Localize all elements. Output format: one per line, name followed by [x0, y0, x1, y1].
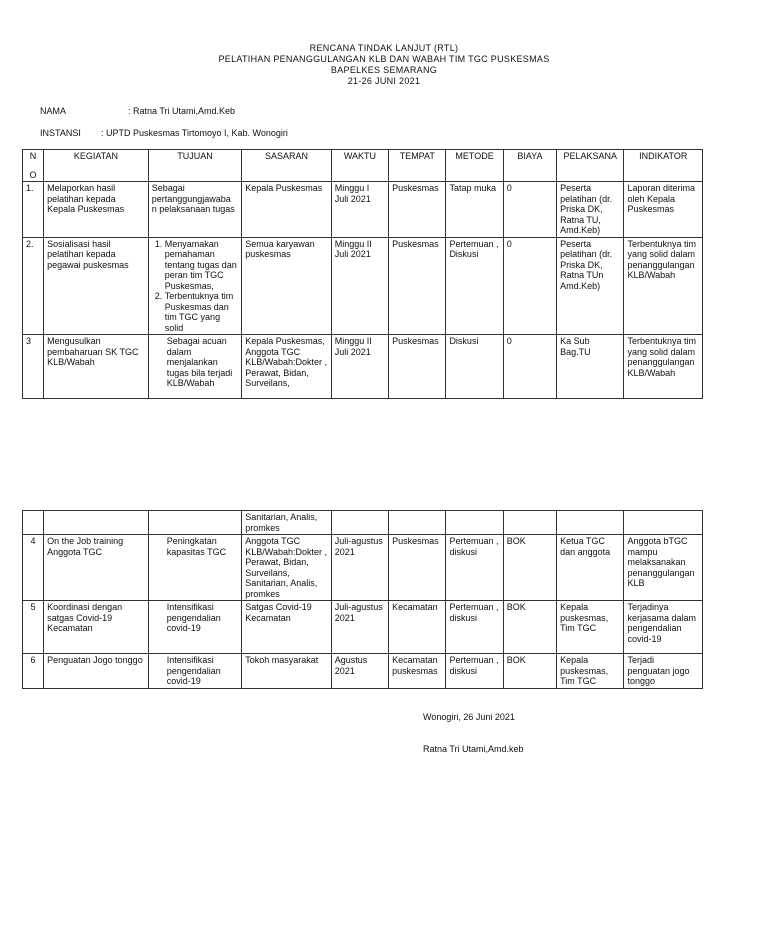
- cell-metode: Pertemuan , Diskusi: [446, 237, 503, 335]
- cell-kegiatan: Penguatan Jogo tonggo: [44, 654, 149, 689]
- cell-pelaksana: Peserta pelatihan (dr. Priska DK, Ratna TU, Amd.Keb): [557, 182, 624, 238]
- cell-no: 1.: [23, 182, 44, 238]
- cell-indikator: Anggota bTGC mampu melaksanakan penanggulangan KLB: [624, 535, 703, 601]
- cell-empty: [624, 511, 703, 535]
- cell-pelaksana: Peserta pelatihan (dr. Priska DK, Ratna TUn Amd.Keb): [557, 237, 624, 335]
- cell-sasaran: Kepala Puskesmas: [242, 182, 332, 238]
- cell-waktu: Minggu II Juli 2021: [331, 335, 388, 399]
- cell-tempat: Puskesmas: [389, 535, 446, 601]
- col-biaya: BIAYA: [503, 150, 556, 182]
- cell-waktu: Juli-agustus 2021: [331, 535, 388, 601]
- cell-sasaran: Semua karyawan puskesmas: [242, 237, 332, 335]
- signature-place-date: Wonogiri, 26 Juni 2021: [423, 712, 515, 722]
- cell-pelaksana: Kepala puskesmas, Tim TGC: [557, 601, 624, 654]
- cell-sasaran: Kepala Puskesmas, Anggota TGC KLB/Wabah:Dokter , Perawat, Bidan, Surveilans,: [242, 335, 332, 399]
- cell-tujuan: Sebagai pertanggungjawaba n pelaksanaan tugas: [148, 182, 242, 238]
- cell-pelaksana: Kepala puskesmas, Tim TGC: [557, 654, 624, 689]
- cell-tujuan: Intensifikasi pengendalian covid-19: [148, 654, 242, 689]
- col-pelaksana: PELAKSANA: [557, 150, 624, 182]
- cell-biaya: 0: [503, 335, 556, 399]
- cell-waktu: Minggu II Juli 2021: [331, 237, 388, 335]
- cell-no: 5: [23, 601, 44, 654]
- cell-metode: Pertemuan , diskusi: [446, 654, 503, 689]
- nama-value: : Ratna Tri Utami,Amd.Keb: [128, 106, 236, 116]
- signature-name: Ratna Tri Utami,Amd.keb: [423, 744, 524, 754]
- table-row: [23, 535, 703, 601]
- cell-biaya: BOK: [503, 601, 556, 654]
- cell-empty: [389, 511, 446, 535]
- cell-sasaran: Anggota TGC KLB/Wabah:Dokter , Perawat, Bidan, Surveilans, Sanitarian, Analis, promkes: [242, 535, 332, 601]
- cell-sasaran: Satgas Covid-19 Kecamatan: [242, 601, 332, 654]
- cell-tujuan: Sebagai acuan dalam menjalankan tugas bila terjadi KLB/Wabah: [148, 335, 242, 399]
- table-row: [23, 182, 703, 238]
- table-row-continuation: [23, 511, 703, 535]
- table-header-row: [23, 150, 703, 182]
- cell-biaya: 0: [503, 237, 556, 335]
- cell-biaya: 0: [503, 182, 556, 238]
- cell-kegiatan: On the Job training Anggota TGC: [44, 535, 149, 601]
- cell-tujuan: Intensifikasi pengendalian covid-19: [148, 601, 242, 654]
- col-waktu: WAKTU: [331, 150, 388, 182]
- cell-no: 6: [23, 654, 44, 689]
- document-title: RENCANA TINDAK LANJUT (RTL): [309, 43, 459, 53]
- cell-tempat: Puskesmas: [389, 335, 446, 399]
- col-no: [23, 150, 44, 182]
- col-sasaran: SASARAN: [242, 150, 332, 182]
- tujuan-list: [152, 239, 239, 334]
- cell-empty: [446, 511, 503, 535]
- cell-no: 3: [23, 335, 44, 399]
- col-no-line1: N: [29, 151, 37, 161]
- table-row: [23, 237, 703, 335]
- cell-indikator: Terjadinya kerjasama dalam pengendalian covid-19: [624, 601, 703, 654]
- instansi-label: INSTANSI: [40, 128, 81, 138]
- col-tujuan: TUJUAN: [148, 150, 242, 182]
- cell-tujuan: Peningkatan kapasitas TGC: [148, 535, 242, 601]
- rtl-table-page1: [22, 149, 703, 399]
- cell-kegiatan: Sosialisasi hasil pelatihan kepada pegawai puskesmas: [44, 237, 149, 335]
- cell-indikator: Terbentuknya tim yang solid dalam penanggulangan KLB/Wabah: [624, 335, 703, 399]
- cell-empty: [23, 511, 44, 535]
- rtl-table-page2: [22, 510, 703, 689]
- cell-metode: Pertemuan , diskusi: [446, 535, 503, 601]
- cell-biaya: BOK: [503, 654, 556, 689]
- cell-empty: [503, 511, 556, 535]
- cell-empty: [331, 511, 388, 535]
- instansi-value: : UPTD Puskesmas Tirtomoyo I, Kab. Wonogiri: [101, 128, 288, 138]
- cell-empty: [557, 511, 624, 535]
- tujuan-item: 1. Menyamakan pemahaman tentang tugas dan peran tim TGC Puskesmas,: [165, 239, 239, 292]
- cell-empty: [148, 511, 242, 535]
- cell-biaya: BOK: [503, 535, 556, 601]
- cell-metode: Tatap muka: [446, 182, 503, 238]
- cell-no: 4: [23, 535, 44, 601]
- col-no-line2: O: [29, 169, 37, 180]
- cell-waktu: Minggu I Juli 2021: [331, 182, 388, 238]
- cell-waktu: Juli-agustus 2021: [331, 601, 388, 654]
- cell-kegiatan: Melaporkan hasil pelatihan kepada Kepala Puskesmas: [44, 182, 149, 238]
- cell-tujuan: [148, 237, 242, 335]
- cell-kegiatan: Koordinasi dengan satgas Covid-19 Kecamatan: [44, 601, 149, 654]
- table-row: [23, 335, 703, 399]
- table-row: [23, 601, 703, 654]
- cell-waktu: Agustus 2021: [331, 654, 388, 689]
- nama-label: NAMA: [40, 106, 67, 116]
- tujuan-item: 2. Terbentuknya tim Puskesmas dan tim TGC yang solid: [165, 291, 239, 333]
- training-dates: 21-26 JUNI 2021: [347, 76, 421, 86]
- col-metode: METODE: [446, 150, 503, 182]
- cell-pelaksana: Ka Sub Bag.TU: [557, 335, 624, 399]
- cell-metode: Pertemuan , diskusi: [446, 601, 503, 654]
- cell-indikator: Terjadi penguatan jogo tonggo: [624, 654, 703, 689]
- col-tempat: TEMPAT: [389, 150, 446, 182]
- cell-tempat: Puskesmas: [389, 182, 446, 238]
- cell-tempat: Kecamatan puskesmas: [389, 654, 446, 689]
- cell-sasaran: Tokoh masyarakat: [242, 654, 332, 689]
- cell-tempat: Puskesmas: [389, 237, 446, 335]
- cell-pelaksana: Ketua TGC dan anggota: [557, 535, 624, 601]
- cell-metode: Diskusi: [446, 335, 503, 399]
- cell-tempat: Kecamatan: [389, 601, 446, 654]
- table-row: [23, 654, 703, 689]
- cell-indikator: Laporan diterima oleh Kepala Puskesmas: [624, 182, 703, 238]
- cell-empty: [44, 511, 149, 535]
- col-indikator: INDIKATOR: [624, 150, 703, 182]
- col-kegiatan: KEGIATAN: [44, 150, 149, 182]
- cell-no: 2.: [23, 237, 44, 335]
- cell-kegiatan: Mengusulkan pembaharuan SK TGC KLB/Wabah: [44, 335, 149, 399]
- organizer: BAPELKES SEMARANG: [330, 65, 438, 75]
- cell-indikator: Terbentuknya tim yang solid dalam penanggulangan KLB/Wabah: [624, 237, 703, 335]
- training-title: PELATIHAN PENANGGULANGAN KLB DAN WABAH TIM TGC PUSKESMAS: [218, 54, 550, 64]
- cell-sasaran: Sanitarian, Analis, promkes: [242, 511, 332, 535]
